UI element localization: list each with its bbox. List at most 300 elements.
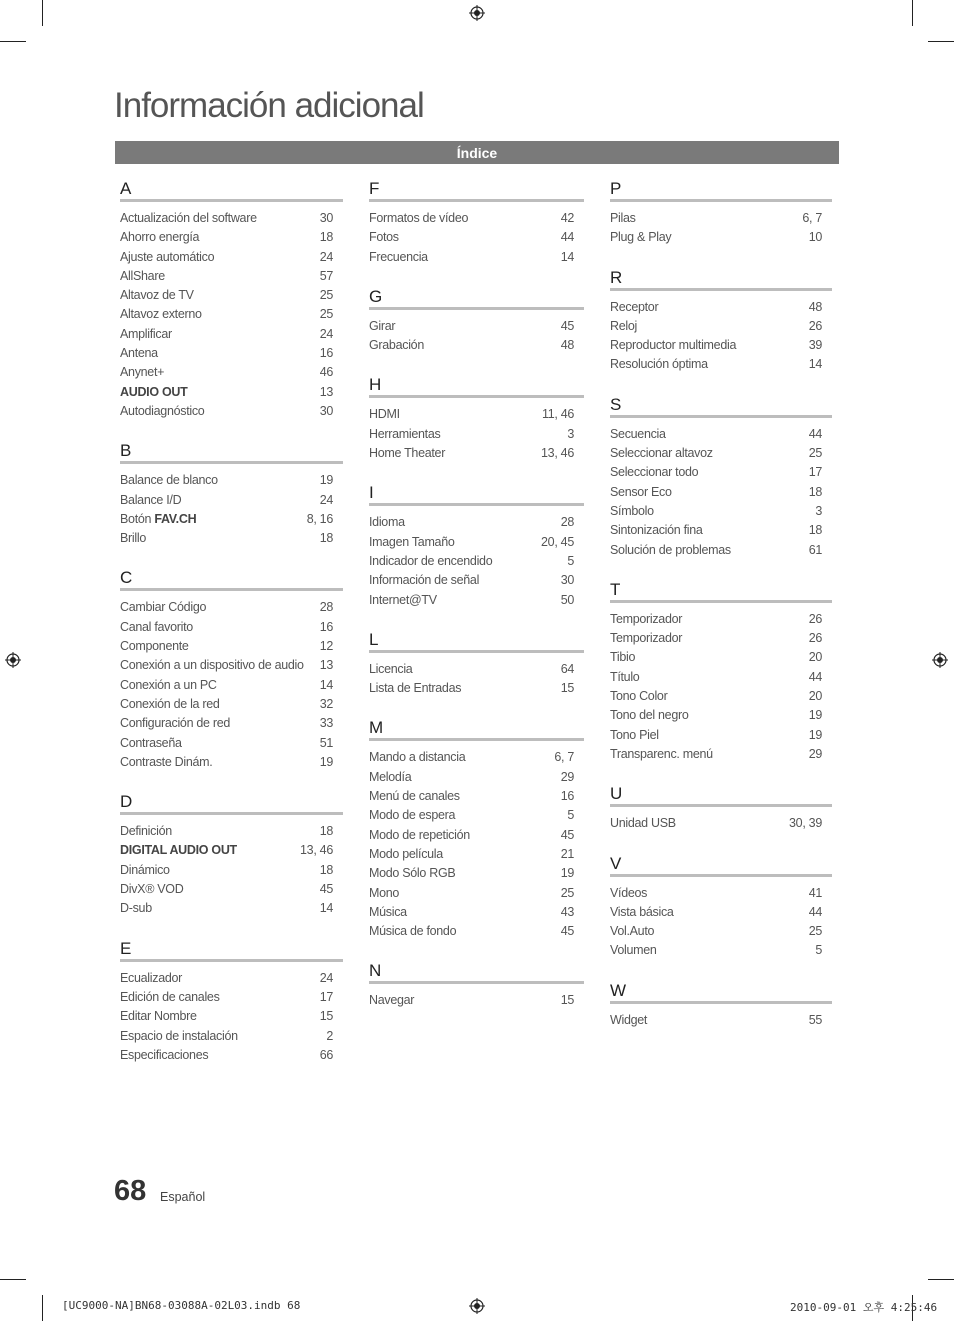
index-pages: 24 <box>319 970 333 985</box>
index-pages: 43 <box>560 904 574 919</box>
index-entry <box>369 884 584 903</box>
index-section <box>610 579 832 764</box>
index-entry <box>369 425 584 444</box>
index-term-text: Indicador de encendido <box>369 553 493 568</box>
index-term-text: Botón <box>120 511 155 526</box>
index-term-text: Reproductor multimedia <box>610 338 737 353</box>
index-pages: 44 <box>808 669 822 684</box>
index-entry <box>610 706 832 725</box>
index-term <box>120 471 218 490</box>
index-letter-heading: C <box>120 567 343 591</box>
index-term-text: Mono <box>369 885 400 900</box>
index-term <box>369 513 405 532</box>
index-entry <box>120 267 343 286</box>
index-term-text: Plug & Play <box>610 230 672 245</box>
index-entry <box>120 969 343 988</box>
index-term-text: Resolución óptima <box>610 357 708 372</box>
index-section <box>610 394 832 560</box>
index-term <box>610 502 654 521</box>
index-pages: 66 <box>319 1047 333 1062</box>
index-pages: 17 <box>319 989 333 1004</box>
index-term <box>120 402 204 421</box>
index-pages: 29 <box>560 769 574 784</box>
index-entry <box>610 629 832 648</box>
index-pages: 19 <box>808 708 822 723</box>
index-term-text: Símbolo <box>610 503 654 518</box>
index-pages: 5 <box>567 808 574 823</box>
index-entry <box>120 402 343 421</box>
index-entry <box>369 248 584 267</box>
index-entry <box>369 787 584 806</box>
index-entry <box>610 610 832 629</box>
index-letter-heading: T <box>610 579 832 603</box>
index-pages: 61 <box>808 542 822 557</box>
index-term-text: Idioma <box>369 515 405 530</box>
index-pages: 50 <box>560 592 574 607</box>
index-entry <box>610 1011 832 1030</box>
index-term-text: Mando a distancia <box>369 750 466 765</box>
index-term <box>120 363 164 382</box>
index-pages: 26 <box>808 318 822 333</box>
index-term-text: Conexión de la red <box>120 696 220 711</box>
index-pages: 48 <box>560 338 574 353</box>
index-term-text: Fotos <box>369 230 399 245</box>
index-pages: 19 <box>808 727 822 742</box>
index-term <box>369 248 428 267</box>
index-term-bold: DIGITAL AUDIO OUT <box>120 843 237 858</box>
index-pages: 16 <box>560 789 574 804</box>
index-pages: 14 <box>808 357 822 372</box>
index-term-text: Título <box>610 669 640 684</box>
index-pages: 48 <box>808 299 822 314</box>
crop-mark <box>928 41 954 42</box>
index-term <box>610 425 666 444</box>
index-entry <box>610 541 832 560</box>
index-entry <box>120 529 343 548</box>
index-pages: 18 <box>319 531 333 546</box>
index-term <box>120 1007 197 1026</box>
index-entry <box>610 317 832 336</box>
index-entry <box>120 714 343 733</box>
crop-mark <box>0 41 26 42</box>
index-term-text: Balance de blanco <box>120 473 218 488</box>
index-term-text: Altavoz de TV <box>120 288 194 303</box>
index-entry <box>610 726 832 745</box>
index-term <box>610 922 654 941</box>
index-term <box>120 1046 208 1065</box>
index-section <box>369 960 584 1010</box>
index-pages: 15 <box>560 993 574 1008</box>
index-entry <box>369 922 584 941</box>
index-entry <box>610 463 832 482</box>
index-term <box>610 884 647 903</box>
index-pages: 30 <box>319 211 333 225</box>
index-term-text: Altavoz externo <box>120 307 202 322</box>
index-section <box>120 178 343 421</box>
index-pages: 28 <box>319 600 333 615</box>
index-term <box>120 598 206 617</box>
index-entry <box>120 988 343 1007</box>
index-term-text: Imagen Tamaño <box>369 534 455 549</box>
index-term <box>120 753 212 772</box>
index-term <box>369 787 460 806</box>
index-pages: 32 <box>319 696 333 711</box>
index-term <box>610 629 682 648</box>
index-term <box>120 491 181 510</box>
index-pages: 17 <box>808 465 822 480</box>
index-entry <box>610 941 832 960</box>
index-term-text: Ajuste automático <box>120 249 215 264</box>
index-term <box>120 510 196 529</box>
index-entry <box>610 745 832 764</box>
index-entry <box>120 383 343 402</box>
index-section <box>369 482 584 609</box>
index-pages: 16 <box>319 346 333 361</box>
index-term-text: Melodía <box>369 769 412 784</box>
index-entry <box>120 841 343 860</box>
page-title: Información adicional <box>114 86 424 125</box>
index-entry <box>120 1007 343 1026</box>
index-pages: 2 <box>326 1028 333 1043</box>
index-term <box>369 884 399 903</box>
index-term <box>610 444 713 463</box>
index-term <box>120 969 182 988</box>
index-section <box>120 440 343 548</box>
index-pages: 45 <box>560 318 574 333</box>
index-pages: 10 <box>808 230 822 245</box>
index-pages: 14 <box>319 677 333 692</box>
index-section <box>120 791 343 918</box>
index-entry <box>120 656 343 675</box>
index-term-text: Balance I/D <box>120 492 182 507</box>
index-letter-heading: B <box>120 440 343 464</box>
index-pages: 24 <box>319 492 333 507</box>
index-pages: 26 <box>808 631 822 646</box>
index-pages: 8, 16 <box>306 511 333 526</box>
index-letter-heading: P <box>610 178 832 202</box>
index-term <box>610 687 667 706</box>
index-entry <box>369 991 584 1010</box>
index-entry <box>120 305 343 324</box>
index-term <box>369 591 437 610</box>
index-entry <box>369 903 584 922</box>
index-term-text: Home Theater <box>369 446 446 461</box>
index-term <box>610 336 736 355</box>
index-term-text: Anynet+ <box>120 365 165 380</box>
index-section <box>369 717 584 941</box>
index-term <box>610 610 682 629</box>
index-entry <box>610 521 832 540</box>
registration-mark-icon <box>469 1298 485 1314</box>
index-term-text: Seleccionar altavoz <box>610 446 713 461</box>
index-entry <box>610 668 832 687</box>
index-term <box>369 209 468 228</box>
index-term-text: Pilas <box>610 211 636 225</box>
index-entry <box>369 748 584 767</box>
index-term-text: Unidad USB <box>610 816 676 831</box>
index-term <box>120 988 220 1007</box>
index-entry <box>120 510 343 529</box>
index-letter-heading: G <box>369 286 584 310</box>
index-entry <box>120 1027 343 1046</box>
index-entry <box>610 903 832 922</box>
index-term-text: Ahorro energía <box>120 230 200 245</box>
index-pages: 16 <box>319 619 333 634</box>
index-pages: 24 <box>319 326 333 341</box>
index-pages: 25 <box>808 924 822 939</box>
index-pages: 18 <box>319 862 333 877</box>
index-pages: 44 <box>808 904 822 919</box>
index-term <box>610 941 657 960</box>
index-pages: 45 <box>560 924 574 939</box>
index-entry <box>120 471 343 490</box>
index-section <box>369 629 584 699</box>
index-term <box>369 748 465 767</box>
index-term <box>369 405 400 424</box>
index-entry <box>369 533 584 552</box>
index-term-text: Tono Color <box>610 689 668 704</box>
index-term <box>369 444 445 463</box>
index-pages: 14 <box>560 249 574 264</box>
index-term <box>610 317 637 336</box>
crop-mark <box>0 1279 26 1280</box>
page-language: Español <box>160 1190 206 1204</box>
index-term-text: Editar Nombre <box>120 1009 197 1024</box>
index-pages: 18 <box>319 230 333 245</box>
index-term <box>610 648 635 667</box>
index-entry <box>120 1046 343 1065</box>
index-pages: 64 <box>560 661 574 676</box>
index-term-text: HDMI <box>369 407 400 422</box>
index-entry <box>369 768 584 787</box>
index-letter-heading: F <box>369 178 584 202</box>
index-pages: 19 <box>319 473 333 488</box>
index-entry <box>369 444 584 463</box>
index-term <box>120 618 193 637</box>
index-entry <box>120 228 343 247</box>
index-pages: 20, 45 <box>541 534 574 549</box>
index-term <box>610 541 731 560</box>
index-term-text: Actualización del software <box>120 211 257 225</box>
index-letter-heading: W <box>610 980 832 1004</box>
index-term-text: Lista de Entradas <box>369 681 462 696</box>
index-term <box>369 336 424 355</box>
index-letter-heading: H <box>369 374 584 398</box>
index-term <box>120 209 257 228</box>
index-term-text: Volumen <box>610 943 657 958</box>
index-term <box>120 880 183 899</box>
index-section <box>610 783 832 833</box>
index-term-text: Cambiar Código <box>120 600 207 615</box>
index-section <box>610 178 832 248</box>
index-entry <box>369 317 584 336</box>
index-term-text: Secuencia <box>610 426 666 441</box>
index-entry <box>120 861 343 880</box>
index-entry <box>120 491 343 510</box>
index-term-text: Seleccionar todo <box>610 465 699 480</box>
index-entry <box>610 922 832 941</box>
index-term-text: Tibio <box>610 650 636 665</box>
index-letter-heading: S <box>610 394 832 418</box>
index-entry <box>369 336 584 355</box>
index-pages: 42 <box>560 211 574 225</box>
index-pages: 6, 7 <box>802 211 822 225</box>
index-term-text: Widget <box>610 1012 648 1027</box>
index-term <box>610 355 708 374</box>
index-entry <box>369 552 584 571</box>
index-term-text: Frecuencia <box>369 249 428 264</box>
index-term-text: Vol.Auto <box>610 924 655 939</box>
index-pages: 20 <box>808 689 822 704</box>
index-term <box>120 325 172 344</box>
index-term-text: Dinámico <box>120 862 170 877</box>
index-term <box>120 305 202 324</box>
index-section <box>120 938 343 1065</box>
index-term-text: Receptor <box>610 299 659 314</box>
index-entry <box>369 845 584 864</box>
index-pages: 15 <box>560 681 574 696</box>
index-term <box>610 668 639 687</box>
index-entry <box>610 228 832 247</box>
index-entry <box>369 826 584 845</box>
index-term-text: Modo Sólo RGB <box>369 866 456 881</box>
index-term <box>120 267 165 286</box>
index-term-text: Contraste Dinám. <box>120 754 213 769</box>
index-entry <box>120 209 343 228</box>
index-term-bold: AUDIO OUT <box>120 384 188 399</box>
index-letter-heading: I <box>369 482 584 506</box>
index-pages: 18 <box>319 824 333 839</box>
index-entry <box>120 598 343 617</box>
index-term <box>610 521 703 540</box>
index-term <box>369 922 456 941</box>
index-term-text: Amplificar <box>120 326 172 341</box>
index-pages: 41 <box>808 885 822 900</box>
index-entry <box>610 502 832 521</box>
index-term-text: Sensor Eco <box>610 484 672 499</box>
index-term <box>610 298 658 317</box>
index-entry <box>369 679 584 698</box>
index-term <box>120 248 214 267</box>
index-term-text: Espacio de instalación <box>120 1028 238 1043</box>
index-pages: 18 <box>808 523 822 538</box>
index-term-text: DivX® VOD <box>120 882 184 897</box>
index-term <box>120 841 237 860</box>
index-entry <box>610 687 832 706</box>
index-term <box>610 903 674 922</box>
index-term-text: Especificaciones <box>120 1047 209 1062</box>
index-term-text: Temporizador <box>610 631 683 646</box>
index-pages: 19 <box>560 866 574 881</box>
index-section <box>610 267 832 375</box>
index-letter-heading: E <box>120 938 343 962</box>
index-term <box>369 425 440 444</box>
index-section <box>369 178 584 267</box>
index-term <box>369 228 399 247</box>
index-term <box>369 317 395 336</box>
index-entry <box>369 660 584 679</box>
index-entry <box>369 571 584 590</box>
index-term <box>120 529 146 548</box>
index-term <box>120 899 152 918</box>
index-term-text: Configuración de red <box>120 716 231 731</box>
index-pages: 20 <box>808 650 822 665</box>
index-term <box>610 463 698 482</box>
index-term <box>120 656 304 675</box>
index-term-text: Definición <box>120 824 172 839</box>
index-letter-heading: D <box>120 791 343 815</box>
index-letter-heading: M <box>369 717 584 741</box>
index-entry <box>610 298 832 317</box>
index-term-text: Música <box>369 904 407 919</box>
index-section <box>610 853 832 961</box>
index-term-text: Edición de canales <box>120 989 220 1004</box>
index-entry <box>120 286 343 305</box>
index-term <box>120 695 220 714</box>
index-pages: 18 <box>808 484 822 499</box>
index-term <box>610 483 672 502</box>
index-letter-heading: N <box>369 960 584 984</box>
index-pages: 13, 46 <box>300 843 333 858</box>
index-pages: 25 <box>560 885 574 900</box>
index-pages: 5 <box>567 553 574 568</box>
print-slug-file: [UC9000-NA]BN68-03088A-02L03.indb 68 <box>62 1299 301 1312</box>
index-entry <box>120 363 343 382</box>
index-entry <box>120 618 343 637</box>
index-term-text: Formatos de vídeo <box>369 211 469 225</box>
index-term-text: Autodiagnóstico <box>120 403 205 418</box>
index-entry <box>610 884 832 903</box>
index-letter-heading: U <box>610 783 832 807</box>
index-pages: 46 <box>319 365 333 380</box>
registration-mark-icon <box>5 652 21 668</box>
index-term-text: Reloj <box>610 318 637 333</box>
index-pages: 25 <box>319 288 333 303</box>
index-term <box>120 228 199 247</box>
index-term <box>369 826 470 845</box>
index-entry <box>610 425 832 444</box>
index-entry <box>610 336 832 355</box>
page-number: 68 <box>114 1175 147 1207</box>
index-term <box>369 806 455 825</box>
index-column-1 <box>120 178 343 1084</box>
index-term <box>120 1027 238 1046</box>
index-term-text: Grabación <box>369 338 424 353</box>
index-term-text: Conexión a un dispositivo de audio <box>120 658 304 673</box>
index-pages: 29 <box>808 746 822 761</box>
index-term <box>120 344 158 363</box>
index-term-text: Navegar <box>369 993 415 1008</box>
index-entry <box>610 444 832 463</box>
index-section <box>369 286 584 356</box>
index-entry <box>610 648 832 667</box>
index-term-text: Contraseña <box>120 735 182 750</box>
index-term-text: Información de señal <box>369 573 480 588</box>
index-pages: 30 <box>319 403 333 418</box>
index-term-text: Modo película <box>369 846 443 861</box>
index-term-text: Herramientas <box>369 426 441 441</box>
index-pages: 25 <box>319 307 333 322</box>
index-letter-heading: R <box>610 267 832 291</box>
index-term-text: Vídeos <box>610 885 648 900</box>
index-term-text: Componente <box>120 639 189 654</box>
index-entry <box>120 734 343 753</box>
index-entry <box>120 637 343 656</box>
index-term <box>369 679 461 698</box>
index-entry <box>610 209 832 228</box>
index-pages: 30, 39 <box>789 816 822 831</box>
index-entry <box>120 676 343 695</box>
